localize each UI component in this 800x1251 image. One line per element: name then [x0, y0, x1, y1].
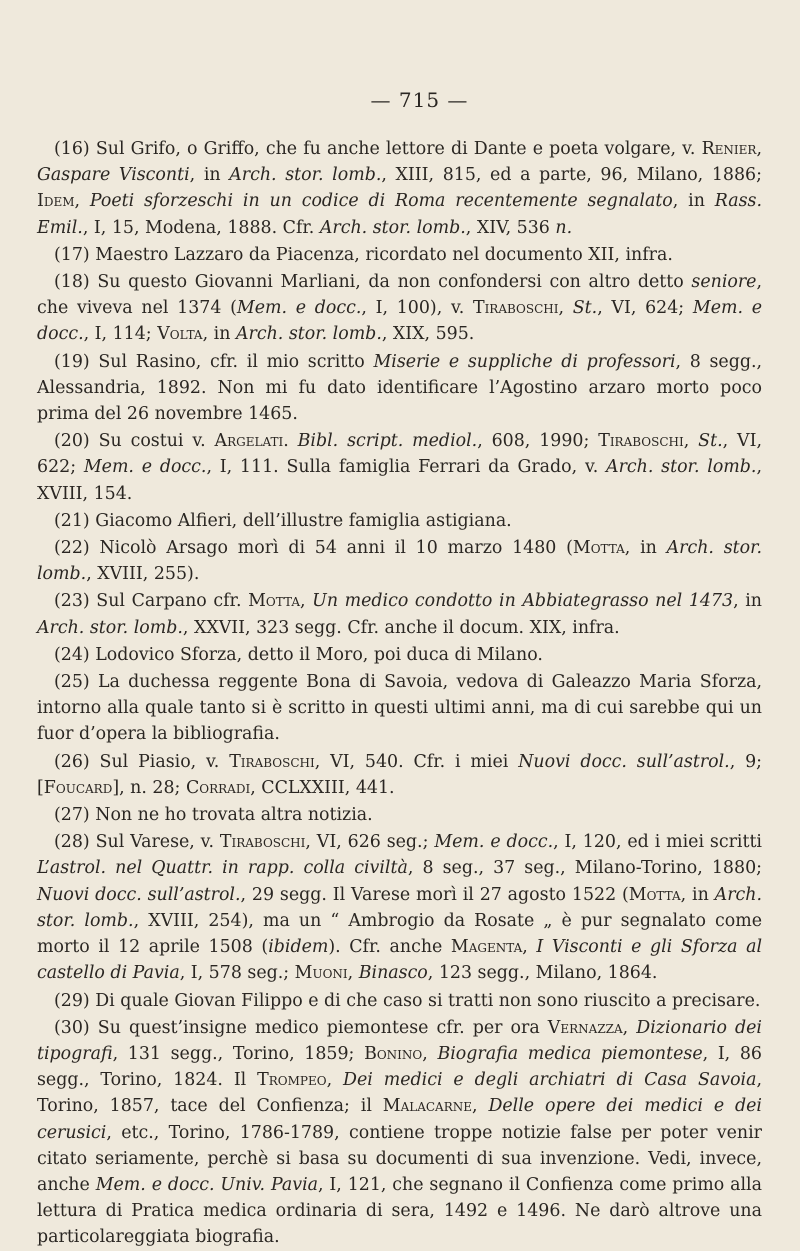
- footnote: [37, 242, 762, 268]
- author-name: Idem: [37, 191, 75, 212]
- author-name: Tiraboschi: [219, 832, 306, 853]
- note-text: , XVIII, 255).: [86, 564, 200, 585]
- footnote: [37, 802, 762, 828]
- author-name: Motta: [628, 884, 681, 905]
- note-text: (30) Su quest’insigne medico piemontese cfr. per ora: [54, 1017, 548, 1038]
- title-italic: Poeti sforzeschi in un codice di Roma recentemente segnalato: [89, 191, 673, 212]
- note-text: , 131 segg., Torino, 1859;: [112, 1043, 365, 1064]
- title-italic: Mem. e docc.: [83, 457, 207, 478]
- title-italic: Nuovi docc. sull’astrol.: [37, 884, 241, 905]
- title-italic: L’astrol. nel Quattr. in rapp. colla civiltà: [37, 858, 408, 879]
- note-text: (29) Di quale Giovan Filippo e di che caso si tratti non sono riuscito a precisare.: [54, 990, 761, 1011]
- title-italic: Un medico condotto in Abbiategrasso nel 1473: [312, 591, 734, 612]
- title-italic: Arch. stor. lomb.: [229, 165, 382, 186]
- note-text: (26) Sul Piasio, v.: [54, 751, 230, 772]
- note-text: , 29 segg. Il Varese morì il 27 agosto 1522 (: [240, 884, 629, 905]
- note-text: ,: [422, 1043, 438, 1064]
- footnote: [37, 508, 762, 534]
- note-text: (22) Nicolò Arsago morì di 54 anni il 10 marzo 1480 (: [54, 538, 573, 559]
- author-name: Tiraboschi: [472, 298, 559, 319]
- note-text: ,: [347, 963, 359, 984]
- title-italic: Dei medici e degli archiatri di Casa Savoia: [343, 1070, 757, 1091]
- note-text: ,: [300, 591, 313, 612]
- note-text: , I, 578 seg.;: [179, 963, 295, 984]
- title-italic: I Visconti e gli Sforza al castello di Pavia: [37, 937, 763, 984]
- note-text: , XIX, 595.: [381, 324, 475, 345]
- author-name: Vernazza: [547, 1017, 623, 1038]
- note-text: , in: [189, 165, 230, 186]
- note-text: , XIV, 536: [465, 217, 556, 238]
- note-text: , VI, 622;: [37, 431, 762, 478]
- note-text: .: [283, 431, 298, 452]
- title-italic: ibidem: [268, 937, 329, 958]
- title-italic: Dizionario dei tipografi: [37, 1017, 762, 1064]
- note-text: , I, 111. Sulla famiglia Ferrari da Grado, v.: [206, 457, 607, 478]
- note-text: , I, 100), v.: [361, 298, 473, 319]
- title-italic: Arch. stor. lomb.: [37, 884, 763, 931]
- footnote: [37, 588, 762, 640]
- title-italic: Bibl. script. mediol.: [297, 431, 478, 452]
- author-name: Tiraboschi: [598, 431, 684, 452]
- title-italic: Biografia medica piemontese: [437, 1043, 703, 1064]
- author-name: Trompeo: [257, 1070, 327, 1091]
- note-text: , in: [202, 324, 236, 345]
- note-text: , 123 segg., Milano, 1864.: [427, 963, 658, 984]
- footnote: [37, 269, 762, 348]
- note-text: ,: [683, 431, 699, 452]
- title-italic: Rass. Emil.: [37, 191, 762, 238]
- author-name: Malacarne: [382, 1096, 473, 1117]
- note-text: , XIII, 815, ed a parte, 96, Milano, 1886;: [381, 165, 762, 186]
- title-italic: Arch. stor. lomb.: [319, 217, 466, 238]
- note-text: ,: [558, 298, 573, 319]
- title-italic: Delle opere dei medici e dei cerusici: [37, 1096, 762, 1143]
- title-italic: Arch. stor. lomb.: [37, 617, 183, 638]
- title-italic: Mem. e docc.: [434, 832, 554, 853]
- note-text: ], n. 28;: [112, 777, 186, 798]
- note-text: , in: [624, 538, 667, 559]
- title-italic: Mem. e docc.: [236, 298, 362, 319]
- footnote: [37, 669, 762, 748]
- note-text: (18) Su questo Giovanni Marliani, da non confondersi con altro detto: [54, 272, 692, 293]
- author-name: Motta: [248, 591, 300, 612]
- title-italic: Arch. stor. lomb.: [606, 457, 757, 478]
- note-text: , in: [672, 191, 715, 212]
- note-text: , I, 121, che segnano il Confienza come primo alla lettura di Pratica medica ordinaria di sera, 1492 e 1496. Ne darò altrove una particolareggiata biografia.: [37, 1174, 762, 1248]
- footnote: [37, 749, 762, 801]
- author-name: Muoni: [294, 963, 348, 984]
- note-text: , 8 segg., Alessandria, 1892. Non mi fu dato identificare l’Agostino arzaro morto poco prima del 26 novembre 1465.: [37, 351, 763, 425]
- note-text: (17) Maestro Lazzaro da Piacenza, ricordato nel documento XII, infra.: [54, 244, 673, 265]
- title-italic: seniore: [691, 272, 757, 293]
- title-italic: Nuovi docc. sull’astrol.: [518, 751, 730, 772]
- note-text: (27) Non ne ho trovata altra notizia.: [54, 805, 373, 826]
- footnote: [37, 136, 762, 241]
- note-text: , XVIII, 154.: [37, 457, 762, 504]
- note-text: , I, 15, Modena, 1888. Cfr.: [82, 217, 320, 238]
- note-text: (19) Sul Rasino, cfr. il mio scritto: [54, 351, 374, 372]
- note-text: , in: [733, 591, 762, 612]
- author-name: Tiraboschi: [229, 751, 315, 772]
- title-italic: Binasco: [358, 963, 428, 984]
- note-text: , etc., Torino, 1786-1789, contiene troppe notizie false per poter venir citato seriamente, perchè si basa su documenti di sua invenzione. Vedi, invece, anche: [37, 1122, 762, 1195]
- title-italic: Miserie e suppliche di professori: [373, 351, 676, 372]
- footnote: [37, 829, 762, 986]
- author-name: Argelati: [214, 431, 284, 452]
- footnote: [37, 988, 762, 1014]
- author-name: Corradi: [185, 777, 251, 798]
- title-italic: Mem. e docc.: [37, 298, 763, 345]
- note-text: , in: [680, 884, 715, 905]
- note-text: (25) La duchessa reggente Bona di Savoia, vedova di Galeazzo Maria Sforza, intorno alla quale tanto si è scritto in questi ultimi anni, ma di cui sarebbe qui un fuor d’opera la bibliografia.: [37, 672, 762, 745]
- footnote: [37, 428, 762, 507]
- note-text: , Torino, 1857, tace del Confienza; il: [37, 1070, 762, 1117]
- author-name: Bonino: [364, 1043, 423, 1064]
- note-text: , 9; [: [37, 751, 763, 798]
- title-italic: n.: [555, 217, 573, 238]
- note-text: , VI, 624;: [597, 298, 693, 319]
- note-text: , che viveva nel 1374 (: [37, 272, 762, 319]
- note-text: ,: [522, 937, 537, 958]
- footnote: [37, 1015, 762, 1251]
- author-name: Renier: [701, 139, 757, 159]
- note-text: ,: [74, 191, 90, 212]
- note-text: ). Cfr. anche: [328, 937, 451, 958]
- note-text: , CCLXXIII, 441.: [250, 777, 395, 798]
- page-number: — 715 —: [370, 88, 469, 112]
- note-text: , I, 86 segg., Torino, 1824. Il: [37, 1043, 763, 1091]
- author-name: Motta: [572, 538, 625, 559]
- note-text: ,: [326, 1070, 344, 1091]
- note-text: ,: [622, 1017, 637, 1038]
- footnote: [37, 535, 762, 587]
- note-text: , I, 120, ed i miei scritti: [553, 832, 762, 853]
- note-text: , 8 seg., 37 seg., Milano-Torino, 1880;: [407, 858, 762, 879]
- title-italic: Arch. stor. lomb.: [235, 324, 382, 345]
- note-text: (24) Lodovico Sforza, detto il Moro, poi duca di Milano.: [54, 644, 543, 665]
- note-text: , VI, 626 seg.;: [305, 832, 435, 853]
- note-text: (20) Su costui v.: [54, 431, 215, 452]
- note-text: ,: [472, 1096, 489, 1117]
- note-text: (28) Sul Varese, v.: [54, 832, 220, 853]
- note-text: , XXVII, 323 segg. Cfr. anche il docum. XIX, infra.: [182, 617, 620, 638]
- note-text: , I, 114;: [83, 324, 158, 345]
- note-text: (21) Giacomo Alfieri, dell’illustre famiglia astigiana.: [54, 510, 512, 531]
- note-text: , XVIII, 254), ma un “ Ambrogio da Rosate „ è pur segnalato come morto il 12 aprile 1508 (: [37, 910, 762, 958]
- note-text: ,: [756, 139, 762, 159]
- title-italic: St.: [572, 298, 598, 319]
- author-name: Magenta: [450, 937, 523, 958]
- author-name: Foucard: [43, 777, 113, 798]
- footnote: [37, 642, 762, 668]
- note-text: (23) Sul Carpano cfr.: [54, 591, 249, 612]
- footnotes: [37, 136, 762, 1251]
- title-italic: St.: [698, 431, 723, 452]
- title-italic: Arch. stor. lomb.: [37, 538, 763, 585]
- author-name: Volta: [157, 324, 203, 345]
- footnote: [37, 349, 762, 428]
- note-text: , VI, 540. Cfr. i miei: [314, 751, 519, 772]
- title-italic: Gaspare Visconti: [37, 165, 190, 186]
- title-italic: Mem. e docc. Univ. Pavia: [95, 1174, 318, 1195]
- note-text: , 608, 1990;: [477, 431, 599, 452]
- note-text: (16) Sul Grifo, o Griffo, che fu anche lettore di Dante e poeta volgare, v.: [54, 139, 702, 159]
